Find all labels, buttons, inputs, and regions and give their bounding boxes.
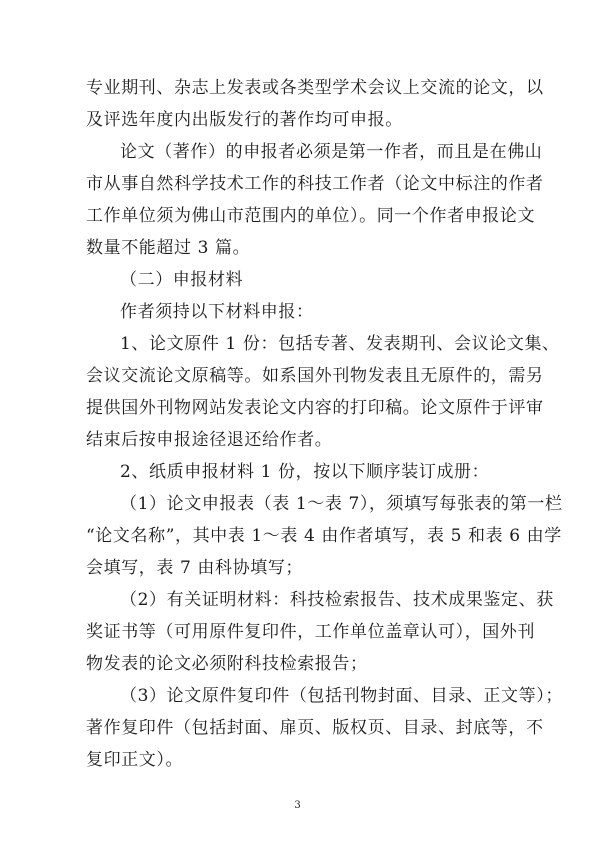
text-line: （3）论文原件复印件（包括刊物封面、目录、正文等）； [120, 686, 563, 706]
text-line: 数量不能超过 3 篇。 [86, 238, 251, 258]
page-number: 3 [294, 800, 301, 811]
text-line: 1、论文原件 1 份：包括专著、发表期刊、会议论文集、 [120, 334, 560, 354]
text-line: 提供国外刊物网站发表论文内容的打印稿。论文原件于评审 [86, 398, 544, 418]
text-line: 奖证书等（可用原件复印件，工作单位盖章认可），国外刊 [86, 622, 536, 642]
text-line: 物发表的论文必须附科技检索报告； [86, 654, 368, 674]
text-line: 论文（著作）的申报者必须是第一作者，而且是在佛山 [120, 142, 543, 162]
text-line: （1）论文申报表（表 1～表 7），须填写每张表的第一栏 [120, 494, 563, 514]
text-line: 专业期刊、杂志上发表或各类型学术会议上交流的论文，以 [86, 78, 544, 98]
text-line: 市从事自然科学技术工作的科技工作者（论文中标注的作者 [86, 174, 544, 194]
text-line: 著作复印件（包括封面、扉页、版权页、目录、封底等，不 [86, 718, 544, 738]
text-line: “论文名称”，其中表 1～表 4 由作者填写，表 5 和表 6 由学 [86, 526, 562, 546]
text-line: 会议交流论文原稿等。如系国外刊物发表且无原件的，需另 [86, 366, 544, 386]
body-text [86, 72, 563, 776]
text-line: 工作单位须为佛山市范围内的单位）。同一个作者申报论文 [86, 206, 536, 226]
text-line: 会填写，表 7 由科协填写； [86, 558, 304, 578]
text-line: 复印正文）。 [86, 750, 184, 770]
section-heading: （二）申报材料 [120, 270, 244, 290]
text-line: （2）有关证明材料：科技检索报告、技术成果鉴定、获 [120, 590, 554, 610]
text-line: 及评选年度内出版发行的著作均可申报。 [86, 110, 403, 130]
text-line: 2、纸质申报材料 1 份，按以下顺序装订成册： [120, 462, 490, 482]
text-line: 作者须持以下材料申报： [120, 302, 314, 322]
text-line: 结束后按申报途径退还给作者。 [86, 430, 333, 450]
